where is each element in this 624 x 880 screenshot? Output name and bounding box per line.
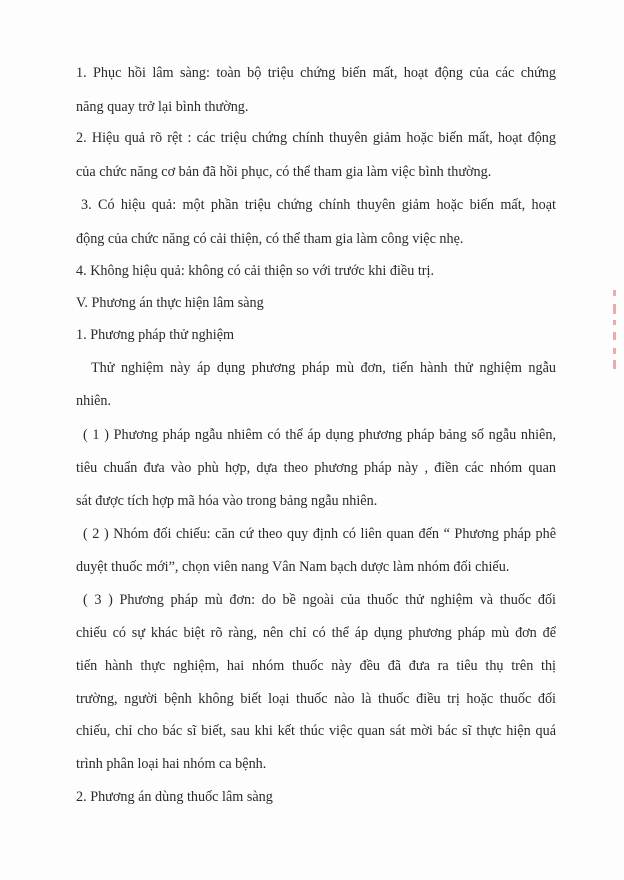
text-line: sát được tích hợp mã hóa vào trong bảng ngẫu nhiên. <box>76 493 378 509</box>
text-line: nhiên. <box>76 393 112 409</box>
section-heading: V. Phương án thực hiện lâm sàng <box>76 295 264 311</box>
text-line: duyệt thuốc mới”, chọn viên nang Vân Nam bạch dược làm nhóm đối chiếu. <box>76 559 510 575</box>
text-line: động của chức năng có cải thiện, có thể tham gia làm công việc nhẹ. <box>76 231 464 247</box>
text-line: chiếu, chỉ cho bác sĩ biết, sau khi kết thúc việc quan sát mời bác sĩ thực hiện quá <box>76 723 556 739</box>
text-line: ( 2 ) Nhóm đối chiếu: căn cứ theo quy định có liên quan đến “ Phương pháp phê <box>83 526 556 542</box>
text-line: 2. Hiệu quả rõ rệt : các triệu chứng chính thuyên giảm hoặc biến mất, hoạt động <box>76 130 556 146</box>
subsection-heading: 2. Phương án dùng thuốc lâm sàng <box>76 789 273 805</box>
text-line: ( 3 ) Phương pháp mù đơn: do bề ngoài của thuốc thử nghiệm và thuốc đối <box>83 592 556 608</box>
text-line: ( 1 ) Phương pháp ngẫu nhiêm có thể áp dụng phương pháp bảng số ngẫu nhiên, <box>83 427 556 443</box>
text-line: trường, người bệnh không biết loại thuốc nào là thuốc điều trị hoặc thuốc đối <box>76 691 556 707</box>
seal-edge-mark <box>613 290 617 370</box>
text-line: 1. Phục hồi lâm sàng: toàn bộ triệu chứng biến mất, hoạt động của các chứng <box>76 65 556 81</box>
text-line: tiêu chuẩn đưa vào phù hợp, dựa theo phương pháp này , điền các nhóm quan <box>76 460 556 476</box>
text-line: 3. Có hiệu quả: một phần triệu chứng chính thuyên giảm hoặc biến mất, hoạt <box>81 197 556 213</box>
text-line: của chức năng cơ bản đã hồi phục, có thể tham gia làm việc bình thường. <box>76 164 492 180</box>
text-line: 4. Không hiệu quả: không có cải thiện so với trước khi điều trị. <box>76 263 435 279</box>
text-line: Thử nghiệm này áp dụng phương pháp mù đơn, tiến hành thử nghiệm ngẫu <box>91 360 556 376</box>
text-line: chiếu có sự khác biệt rõ ràng, nên chỉ có thể áp dụng phương pháp mù đơn để <box>76 625 556 641</box>
text-line: tiến hành thực nghiệm, hai nhóm thuốc này đều đã đưa ra tiêu thụ trên thị <box>76 658 556 674</box>
subsection-heading: 1. Phương pháp thử nghiệm <box>76 327 235 343</box>
text-line: năng quay trở lại bình thường. <box>76 99 249 115</box>
text-line: trình phân loại hai nhóm ca bệnh. <box>76 756 267 772</box>
